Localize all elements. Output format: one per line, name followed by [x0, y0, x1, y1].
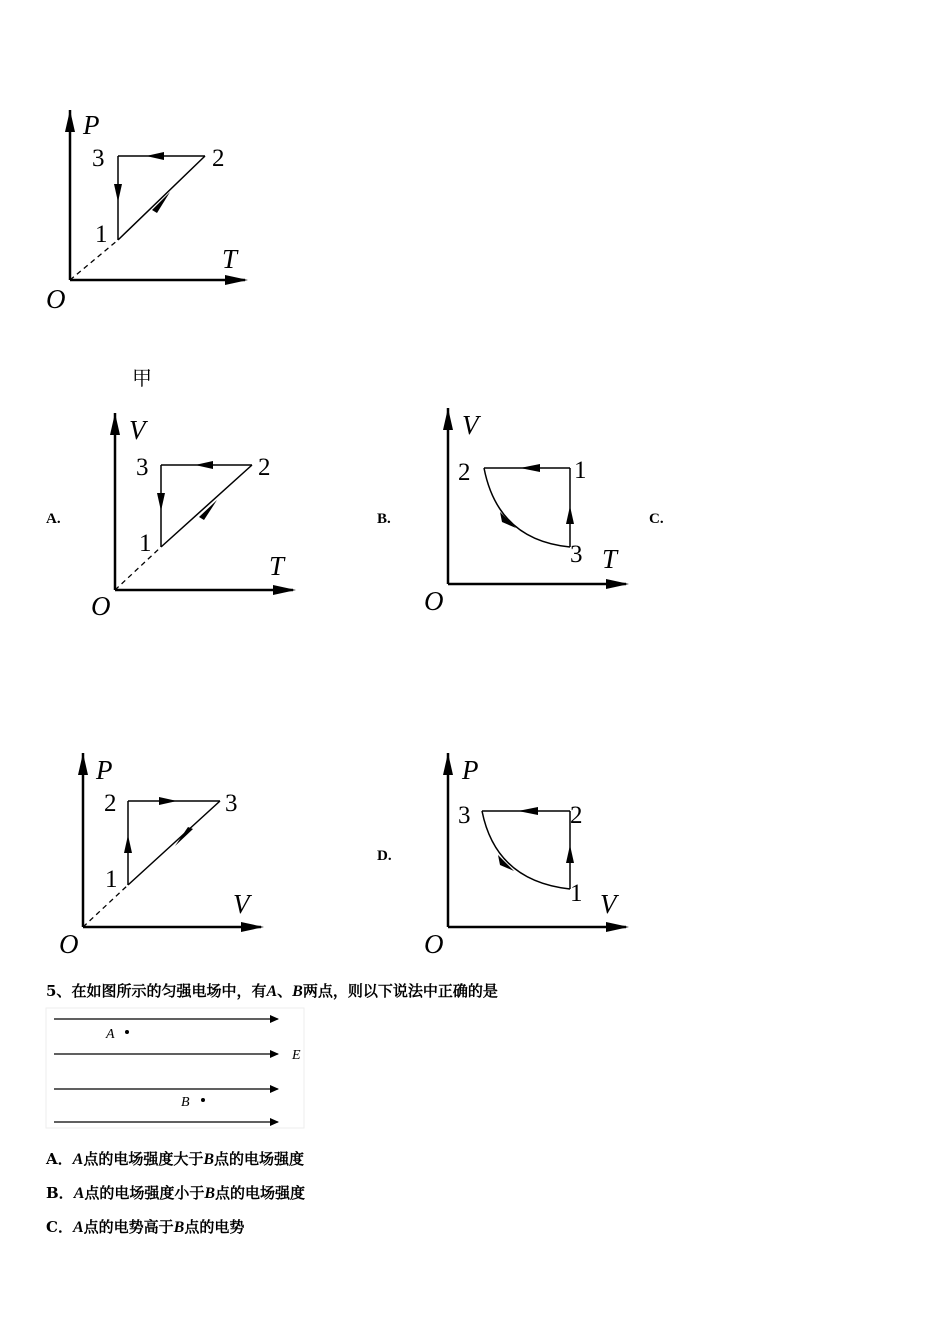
x-axis-label: T: [222, 244, 238, 274]
segment-1-2: [118, 156, 205, 240]
option-d-label: D.: [377, 848, 392, 864]
origin-label: O: [91, 591, 111, 621]
arrow-3-1-icon: [157, 493, 165, 511]
arrow-2-3-icon: [500, 512, 516, 528]
point-3-label: 3: [225, 790, 238, 817]
point-2-label: 2: [570, 802, 583, 829]
arrow-3-1-icon: [114, 184, 122, 202]
x-axis-arrow-icon: [273, 585, 296, 595]
arrow-2-3-icon: [146, 152, 164, 160]
x-axis-label: T: [602, 544, 618, 574]
point-1-label: 1: [570, 880, 583, 907]
field-e-label: E: [292, 1048, 301, 1063]
point-b-label: B: [181, 1095, 190, 1110]
electric-field-diagram: [46, 1008, 316, 1130]
field-arrow-3-icon: [270, 1085, 279, 1093]
option-d-pv-graph: [418, 745, 648, 965]
answer-a: A．A点的电场强度大于B点的电场强度: [46, 1150, 305, 1168]
y-axis-arrow-icon: [443, 408, 453, 430]
arrow-1-2-icon: [152, 192, 170, 213]
arrow-2-3-icon: [159, 797, 177, 805]
arrow-2-3-icon: [518, 807, 538, 815]
x-axis-arrow-icon: [225, 275, 248, 285]
point-1-label: 1: [95, 221, 108, 248]
y-axis-label: P: [462, 755, 479, 785]
option-c-pv-graph: [53, 745, 283, 965]
segment-1-2: [161, 465, 252, 547]
x-axis-label: V: [600, 889, 617, 919]
x-axis-label: V: [233, 889, 250, 919]
figure-caption: 甲: [132, 366, 152, 390]
arrow-2-3-icon: [195, 461, 213, 469]
dashed-extension: [70, 240, 118, 280]
arrow-3-1-icon: [498, 855, 514, 871]
option-a-vt-graph: [85, 405, 315, 625]
point-1-label: 1: [105, 866, 118, 893]
origin-label: O: [424, 586, 444, 616]
point-3-label: 3: [92, 145, 105, 172]
origin-label: O: [46, 284, 66, 314]
dashed-extension: [115, 547, 161, 590]
x-axis-arrow-icon: [241, 922, 264, 932]
point-3-label: 3: [458, 802, 471, 829]
arrow-1-2-icon: [124, 835, 132, 853]
field-frame: [46, 1008, 304, 1128]
answer-b: B．A点的电场强度小于B点的电场强度: [46, 1184, 306, 1202]
option-b-label: B.: [377, 511, 391, 527]
field-arrow-4-icon: [270, 1118, 279, 1126]
point-2-label: 2: [258, 454, 271, 481]
point-2-label: 2: [212, 145, 225, 172]
option-a-label: A.: [46, 511, 61, 527]
arrow-1-2-icon: [520, 464, 540, 472]
y-axis-arrow-icon: [443, 753, 453, 775]
y-axis-arrow-icon: [65, 110, 75, 132]
x-axis-arrow-icon: [606, 579, 629, 589]
x-axis-label: T: [269, 551, 285, 581]
arrow-3-1-icon: [175, 827, 193, 846]
field-arrow-1-icon: [270, 1015, 279, 1023]
question-5-text: 5、在如图所示的匀强电场中，有A、B两点，则以下说法中正确的是: [46, 982, 498, 1000]
point-2-label: 2: [458, 459, 471, 486]
y-axis-arrow-icon: [78, 753, 88, 775]
y-axis-label: V: [129, 415, 146, 445]
arrow-1-2-icon: [566, 845, 574, 863]
option-c-label: C.: [649, 511, 664, 527]
curve-3-1: [482, 811, 570, 889]
arrow-3-1-icon: [566, 506, 574, 524]
origin-label: O: [59, 929, 79, 959]
point-3-label: 3: [136, 454, 149, 481]
point-1-label: 1: [139, 530, 152, 557]
point-b-dot: [201, 1098, 205, 1102]
origin-label: O: [424, 929, 444, 959]
y-axis-label: P: [83, 110, 100, 140]
field-arrow-2-icon: [270, 1050, 279, 1058]
curve-2-3: [484, 468, 570, 547]
figure-jia-pt-graph: [40, 100, 270, 320]
y-axis-arrow-icon: [110, 413, 120, 435]
point-a-label: A: [106, 1027, 115, 1042]
question-number: 5、: [46, 982, 72, 1000]
point-1-label: 1: [574, 457, 587, 484]
segment-3-1: [128, 801, 220, 885]
y-axis-label: V: [462, 410, 479, 440]
y-axis-label: P: [96, 755, 113, 785]
point-2-label: 2: [104, 790, 117, 817]
x-axis-arrow-icon: [606, 922, 629, 932]
point-3-label: 3: [570, 541, 583, 568]
answer-c: C．A点的电势高于B点的电势: [46, 1218, 245, 1236]
option-b-vt-graph: [418, 400, 648, 620]
point-a-dot: [125, 1030, 129, 1034]
